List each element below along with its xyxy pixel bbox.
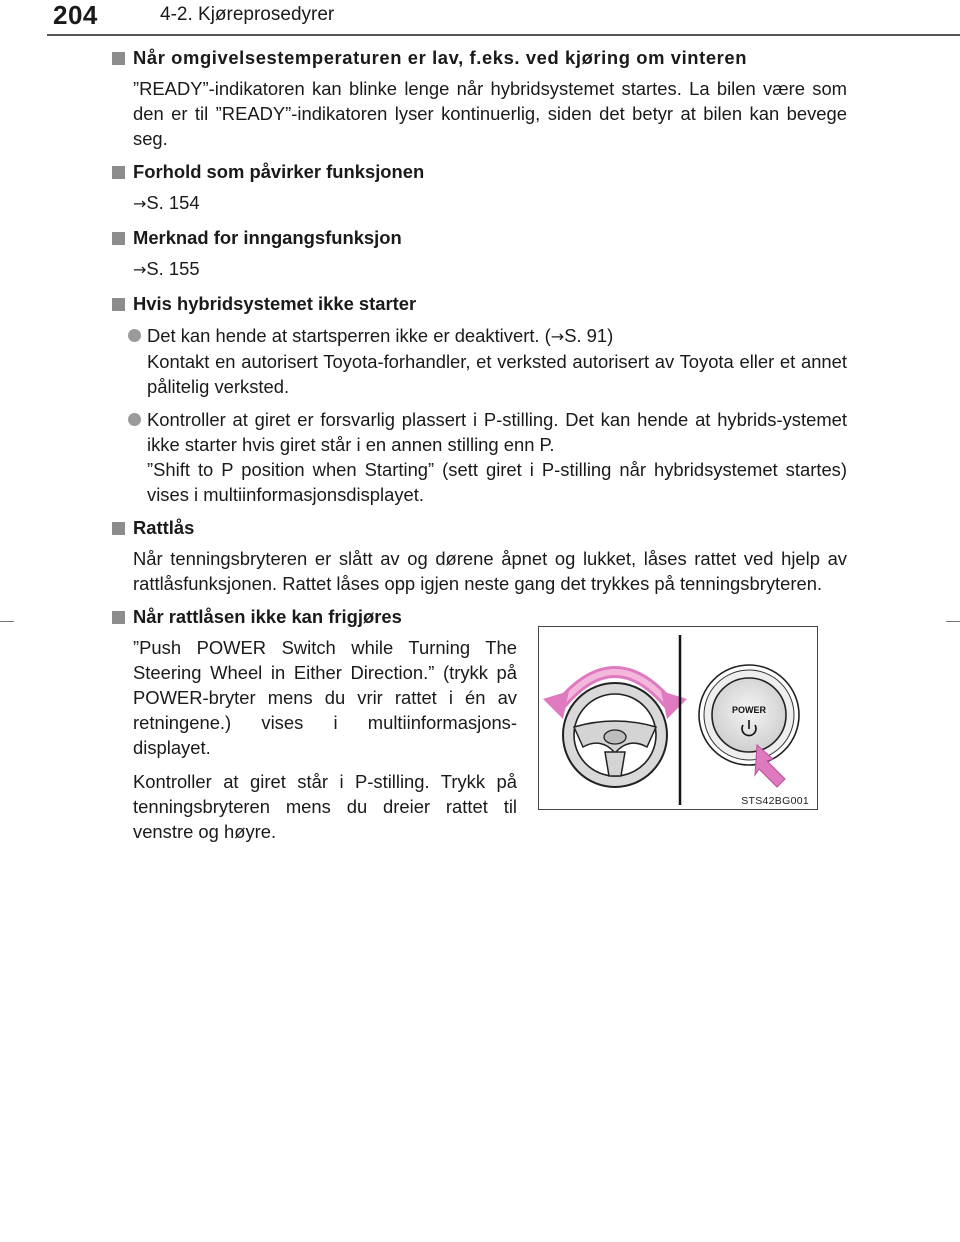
square-bullet-icon	[112, 232, 125, 245]
list-item-text: Kontroller at giret er forsvarlig plassert i P-stilling. Det kan hende at hybrids-ystemet ikke starter hvis giret står i en annen stilling enn P.	[147, 409, 847, 455]
square-bullet-icon	[112, 298, 125, 311]
arrow-right-icon: →	[133, 260, 147, 279]
square-bullet-icon	[112, 522, 125, 535]
square-bullet-icon	[112, 611, 125, 624]
steering-and-power-illustration	[539, 627, 816, 808]
list-item-text: ”Shift to P position when Starting” (sett giret i P-stilling når hybridsystemet startes) vises i multiinformasjonsdisplayet.	[147, 459, 847, 505]
arrow-right-icon: →	[550, 327, 565, 346]
crop-mark-right	[946, 621, 960, 622]
round-bullet-icon	[128, 413, 141, 426]
section-paragraph: ”READY”-indikatoren kan blinke lenge når hybridsystemet startes. La bilen være som den er til ”READY”-indikatoren lyser kontinuerlig, siden det betyr at bilen kan bevege seg.	[133, 78, 847, 149]
section-heading: Når omgivelsestemperaturen er lav, f.eks. ved kjøring om vinteren	[112, 45, 847, 72]
list-item: Det kan hende at startsperren ikke er deaktivert. (→S. 91) Kontakt en autorisert Toyota-forhandler, et verksted autorisert av Toyota eller et annet pålitelig verksted.	[128, 323, 847, 399]
illustration	[538, 626, 818, 810]
section-heading: Hvis hybridsystemet ikke starter	[112, 291, 847, 318]
square-bullet-icon	[112, 166, 125, 179]
section-paragraph: Kontroller at giret står i P-stilling. Trykk på tenningsbryteren mens du dreier rattet til venstre og høyre.	[133, 771, 517, 842]
steering-wheel-icon	[563, 683, 667, 787]
list-item	[128, 407, 847, 507]
round-bullet-icon	[128, 329, 141, 342]
power-label: POWER	[731, 705, 767, 715]
section-paragraph: ”Push POWER Switch while Turning The Steering Wheel in Either Direction.” (trykk på POWER-bryter mens du vrir rattet i én av retningene.) vises i multiinformasjons-displayet.	[133, 637, 517, 758]
page-reference: →S. 155	[133, 258, 200, 279]
page-reference: →S. 154	[133, 192, 200, 213]
figure-code: STS42BG001	[741, 795, 809, 807]
section-title: 4-2. Kjøreprosedyrer	[160, 4, 335, 25]
power-button-icon	[699, 665, 799, 765]
square-bullet-icon	[112, 52, 125, 65]
section-heading: Når rattlåsen ikke kan frigjøres	[112, 604, 847, 631]
arrow-right-icon: →	[133, 194, 147, 213]
section-heading: Merknad for inngangsfunksjon	[112, 225, 847, 252]
crop-mark-left	[0, 621, 14, 622]
section-paragraph: Når tenningsbryteren er slått av og dørene åpnet og lukket, låses rattet ved hjelp av rattlåsfunksjonen. Rattet låses opp igjen neste gang det trykkes på tenningsbryteren.	[133, 548, 847, 594]
page-header	[0, 0, 960, 36]
section-heading: Rattlås	[112, 515, 847, 542]
section-heading: Forhold som påvirker funksjonen	[112, 159, 847, 186]
list-item-text: Kontakt en autorisert Toyota-forhandler, et verksted autorisert av Toyota eller et annet pålitelig verksted.	[147, 351, 847, 397]
header-rule	[47, 34, 960, 36]
page-number: 204	[53, 0, 98, 30]
